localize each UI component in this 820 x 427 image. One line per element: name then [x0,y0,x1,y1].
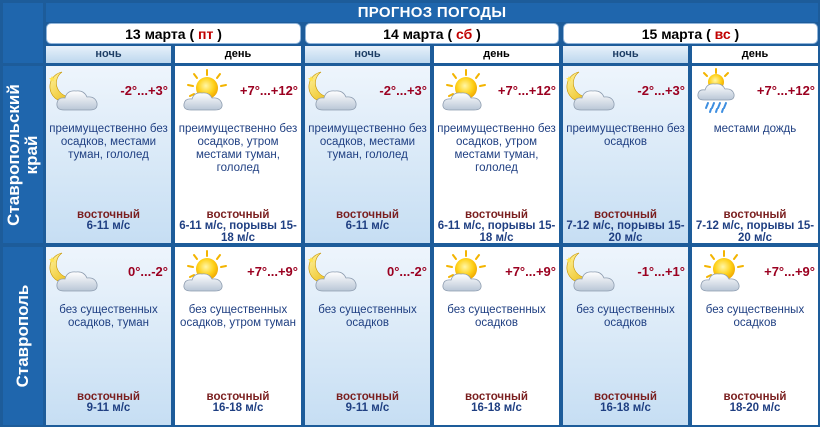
temperature: -2°...+3° [379,83,427,98]
weather-description: преимущественно без осадков [566,123,685,148]
forecast-cell [305,66,430,243]
wind-speed: 18-20 м/с [729,402,781,414]
sun-cloud-icon [694,249,752,295]
moon-cloud-icon [48,249,106,295]
temperature: +7°...+12° [756,83,815,98]
temperature: -1°...+1° [637,264,685,279]
moon-cloud-icon [565,68,623,114]
forecast-cell [434,247,559,425]
wind-speed: 9-11 м/с [345,402,390,414]
tod-day: день [434,46,559,63]
temperature: -2°...+3° [120,83,168,98]
sun-cloud-icon [177,68,235,114]
forecast-cell [175,66,301,243]
sun-rain-cloud-icon [694,68,752,114]
forecast-cell [434,66,559,243]
weather-description: преимущественно без осадков, утром местами туман, гололед [178,123,298,174]
wind-speed: 6-11 м/с, порывы 15-18 м/с [437,220,556,243]
moon-cloud-icon [307,68,365,114]
weather-description: без существенных осадков, утром туман [180,304,296,329]
temperature: +7°...+12° [497,83,556,98]
temperature: -2°...+3° [637,83,685,98]
region-label: Ставрополь [3,247,43,425]
wind-direction: восточный [594,391,657,403]
forecast-cell [563,247,688,425]
date-header-3: 15 марта ( вс ) [563,23,818,44]
day-of-week: сб [456,26,473,42]
wind-direction: восточный [206,391,270,403]
weather-description: преимущественно без осадков, местами туман, гололед [49,123,168,161]
wind-speed: 6-11 м/с [86,220,131,232]
page-title: ПРОГНОЗ ПОГОДЫ [46,3,818,22]
wind-speed: 16-18 м/с [600,402,651,414]
weather-description: преимущественно без осадков, утром местами туман, гололед [437,123,556,174]
day-of-week: пт [198,26,214,42]
tod-day: день [692,46,818,63]
temperature: 0°...-2° [127,264,168,279]
tod-night: ночь [46,46,171,63]
tod-night: ночь [563,46,688,63]
forecast-cell [692,66,818,243]
wind-direction: восточный [336,209,399,221]
wind-speed: 6-11 м/с, порывы 15-18 м/с [179,220,297,243]
weather-description: без существенных осадков [447,304,546,329]
wind-speed: 16-18 м/с [212,402,264,414]
wind-speed: 16-18 м/с [471,402,522,414]
wind-direction: восточный [336,391,399,403]
temperature: +7°...+9° [247,264,298,279]
temperature: +7°...+12° [239,83,298,98]
wind-speed: 9-11 м/с [86,402,131,414]
wind-direction: восточный [465,209,528,221]
wind-direction: восточный [594,209,657,221]
moon-cloud-icon [48,68,106,114]
day-of-week: вс [714,26,731,42]
forecast-cell [305,247,430,425]
sun-cloud-icon [436,249,494,295]
wind-speed: 7-12 м/с, порывы 15-20 м/с [566,220,685,243]
weather-description: местами дождь [713,123,797,135]
weather-description: преимущественно без осадков, местами туман, гололед [308,123,427,161]
corner-cell [3,3,43,63]
temperature: +7°...+9° [764,264,815,279]
forecast-cell [175,247,301,425]
wind-direction: восточный [723,209,787,221]
wind-speed: 6-11 м/с [345,220,390,232]
wind-direction: восточный [465,391,528,403]
tod-night: ночь [305,46,430,63]
forecast-cell [563,66,688,243]
moon-cloud-icon [307,249,365,295]
sun-cloud-icon [177,249,235,295]
region-label: Ставропольский край [3,66,43,243]
moon-cloud-icon [565,249,623,295]
wind-direction: восточный [206,209,270,221]
date-header-2: 14 марта ( сб ) [305,23,559,44]
forecast-cell [46,66,171,243]
forecast-cell [46,247,171,425]
wind-speed: 7-12 м/с, порывы 15-20 м/с [695,220,815,243]
wind-direction: восточный [77,391,140,403]
weather-description: без существенных осадков, туман [59,304,158,329]
weather-description: без существенных осадков [705,304,805,329]
temperature: +7°...+9° [505,264,556,279]
weather-description: без существенных осадков [576,304,675,329]
sun-cloud-icon [436,68,494,114]
wind-direction: восточный [77,209,140,221]
forecast-cell [692,247,818,425]
date-header-1: 13 марта ( пт ) [46,23,301,44]
weather-description: без существенных осадков [318,304,417,329]
wind-direction: восточный [723,391,787,403]
temperature: 0°...-2° [386,264,427,279]
tod-day: день [175,46,301,63]
